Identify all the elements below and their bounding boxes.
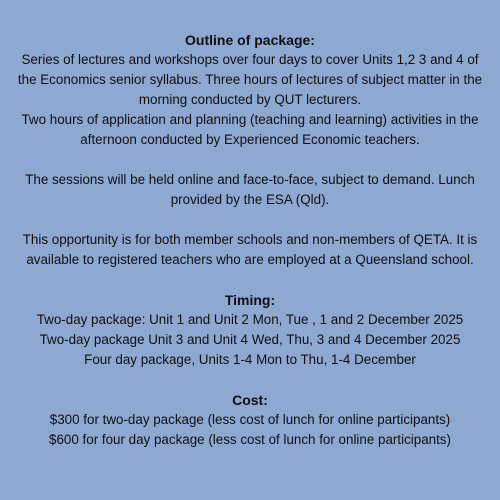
cost-heading: Cost: [232,392,268,408]
opportunity-line: available to registered teachers who are employed at a Queensland school. [26,252,474,267]
opportunity-line: This opportunity is for both member schools and non-members of QETA. It is [22,232,478,247]
timing-line: Four day package, Units 1-4 Mon to Thu, 1-4 December [84,352,416,367]
outline-line: the Economics senior syllabus. Three hours of lectures of subject matter in the [17,72,483,87]
timing-section [14,290,486,370]
sessions-line: provided by the ESA (Qld). [170,192,330,207]
sessions-line: The sessions will be held online and face-to-face, subject to demand. Lunch [25,172,475,187]
cost-line: $600 for four day package (less cost of lunch for online participants) [49,432,451,447]
spacer [14,270,486,290]
spacer [14,150,486,170]
spacer [14,210,486,230]
sessions-section [14,170,486,210]
outline-line: morning conducted by QUT lecturers. [138,92,362,107]
cost-section [14,390,486,450]
timing-heading: Timing: [224,292,276,308]
spacer [14,370,486,390]
outline-section [14,30,486,150]
opportunity-section [14,230,486,270]
outline-line: afternoon conducted by Experienced Economic teachers. [80,132,420,147]
timing-line: Two-day package: Unit 1 and Unit 2 Mon, Tue , 1 and 2 December 2025 [36,312,464,327]
outline-line: Series of lectures and workshops over four days to cover Units 1,2 3 and 4 of [21,52,479,67]
outline-line: Two hours of application and planning (teaching and learning) activities in the [21,112,479,127]
outline-heading: Outline of package: [185,32,315,48]
cost-line: $300 for two-day package (less cost of lunch for online participants) [49,412,451,427]
timing-line: Two-day package Unit 3 and Unit 4 Wed, Thu, 3 and 4 December 2025 [39,332,461,347]
